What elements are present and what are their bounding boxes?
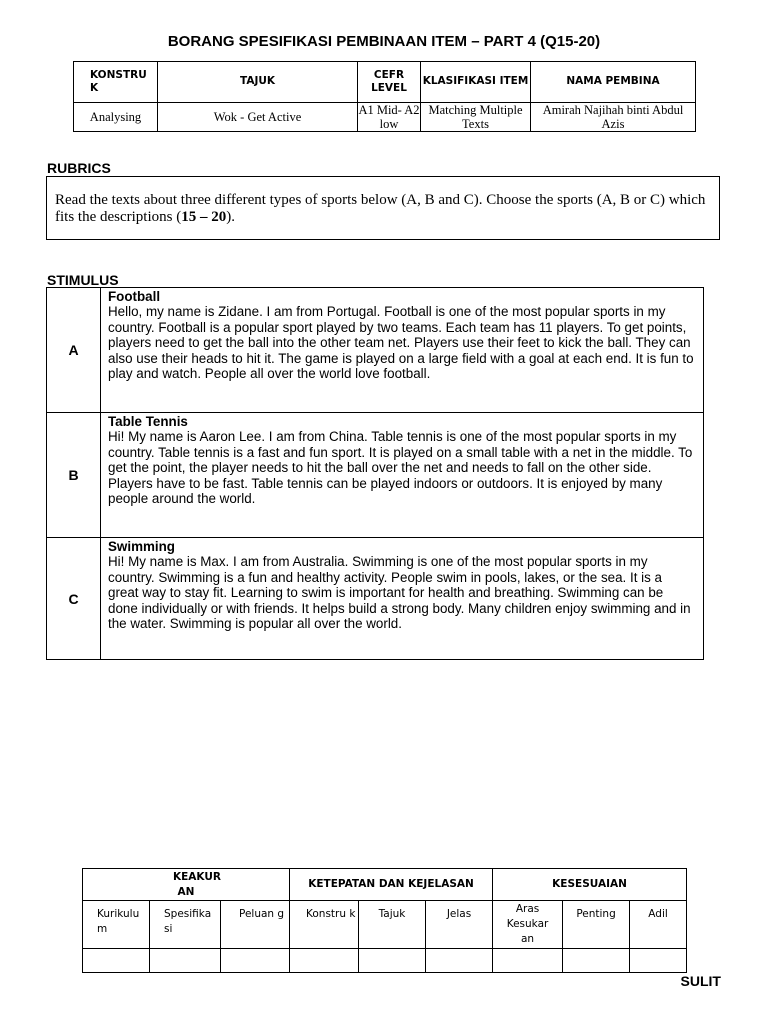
cell-cefr-level: A1 Mid- A2 low — [358, 103, 420, 131]
rubrics-label: RUBRICS — [47, 160, 111, 176]
cell-tajuk: Wok - Get Active — [158, 103, 358, 132]
stimulus-letter: B — [47, 413, 101, 538]
page-title: BORANG SPESIFIKASI PEMBINAAN ITEM – PART 4 (Q15-20) — [167, 33, 601, 50]
stimulus-letter: A — [47, 288, 101, 413]
rubrics-question-range: 15 – 20 — [181, 209, 227, 225]
score-cell[interactable] — [563, 949, 630, 973]
criterion-peluang: Peluan g — [221, 901, 290, 949]
score-cell[interactable] — [150, 949, 221, 973]
score-cell[interactable] — [630, 949, 687, 973]
score-cell[interactable] — [83, 949, 150, 973]
stimulus-text-cell — [101, 413, 704, 538]
stimulus-row — [47, 288, 704, 413]
rubrics-box — [46, 176, 720, 240]
evaluation-score-row — [83, 949, 687, 973]
group-kesesuaian: KESESUAIAN — [493, 869, 687, 901]
criterion-spesifikasi: Spesifika si — [150, 901, 221, 949]
evaluation-criteria-row — [83, 901, 687, 949]
score-cell[interactable] — [359, 949, 426, 973]
rubrics-text-end: ). — [226, 209, 235, 225]
header-konstruk: KONSTRU K — [74, 62, 158, 103]
evaluation-group-row — [83, 869, 687, 901]
spec-data-row — [74, 103, 696, 132]
sport-description: Hello, my name is Zidane. I am from Portugal. Football is one of the most popular sports in my country. Football is a popular sport played by two teams. Each team has 11 players. To get points, players need to get the ball into the other team net. Players use their feet to kick the ball. They can also use their heads to hit it. The game is played on a large field with a goal at each end. It is fun to play and watch. People all over the world love football. — [108, 304, 694, 382]
score-cell[interactable] — [426, 949, 493, 973]
rubrics-text: Read the texts about three different types of sports below (A, B and C). Choose the sports (A, B or C) which fits the descriptions ( — [55, 192, 706, 225]
stimulus-letter: C — [47, 538, 101, 660]
cell-konstruk: Analysing — [74, 103, 158, 132]
criterion-aras-kesukaran: Aras Kesukar an — [493, 901, 563, 949]
sport-title: Football — [108, 289, 161, 304]
criterion-adil: Adil — [630, 901, 687, 949]
group-keakuran: KEAKUR AN — [83, 869, 290, 901]
sport-title: Table Tennis — [108, 414, 188, 429]
header-klasifikasi-item: KLASIFIKASI ITEM — [421, 62, 531, 103]
cell-nama-pembina: Amirah Najihah binti Abdul Azis — [531, 103, 696, 132]
sulit-footer: SULIT — [680, 973, 721, 989]
criterion-tajuk: Tajuk — [359, 901, 426, 949]
evaluation-table — [82, 868, 687, 973]
sport-title: Swimming — [108, 539, 175, 554]
header-nama-pembina: NAMA PEMBINA — [531, 62, 696, 103]
stimulus-row — [47, 538, 704, 660]
group-ketepatan-kejelasan: KETEPATAN DAN KEJELASAN — [290, 869, 493, 901]
criterion-jelas: Jelas — [426, 901, 493, 949]
header-tajuk: TAJUK — [158, 62, 358, 103]
stimulus-text-cell — [101, 288, 704, 413]
criterion-penting: Penting — [563, 901, 630, 949]
criterion-konstruk: Konstru k — [290, 901, 359, 949]
stimulus-row — [47, 413, 704, 538]
spec-header-row — [74, 62, 696, 103]
header-cefr-level: CEFR LEVEL — [358, 62, 421, 103]
stimulus-text-cell — [101, 538, 704, 660]
stimulus-table — [46, 287, 704, 660]
specification-table — [73, 61, 696, 132]
sport-description: Hi! My name is Max. I am from Australia. Swimming is one of the most popular sports in my country. Swimming is a fun and healthy activity. People swim in pools, lakes, or the sea. It is a great way to stay fit. Learning to swim is important for health and breathing. Swimming can be done individually or with friends. It helps build a strong body. Many children enjoy swimming and in the water. Swimming is popular all over the world. — [108, 554, 691, 632]
score-cell[interactable] — [221, 949, 290, 973]
sport-description: Hi! My name is Aaron Lee. I am from China. Table tennis is one of the most popular sports in my country. Table tennis is a fast and fun sport. It is played on a small table with a net in the middle. To get the point, the player needs to hit the ball over the net and needs to fall on the other side. Players have to be fast. Table tennis can be played indoors or outdoors. It is enjoyed by many people around the world. — [108, 429, 693, 507]
criterion-kurikulum: Kurikulu m — [83, 901, 150, 949]
stimulus-label: STIMULUS — [47, 272, 119, 288]
cell-klasifikasi-item: Matching Multiple Texts — [421, 103, 531, 132]
score-cell[interactable] — [493, 949, 563, 973]
score-cell[interactable] — [290, 949, 359, 973]
